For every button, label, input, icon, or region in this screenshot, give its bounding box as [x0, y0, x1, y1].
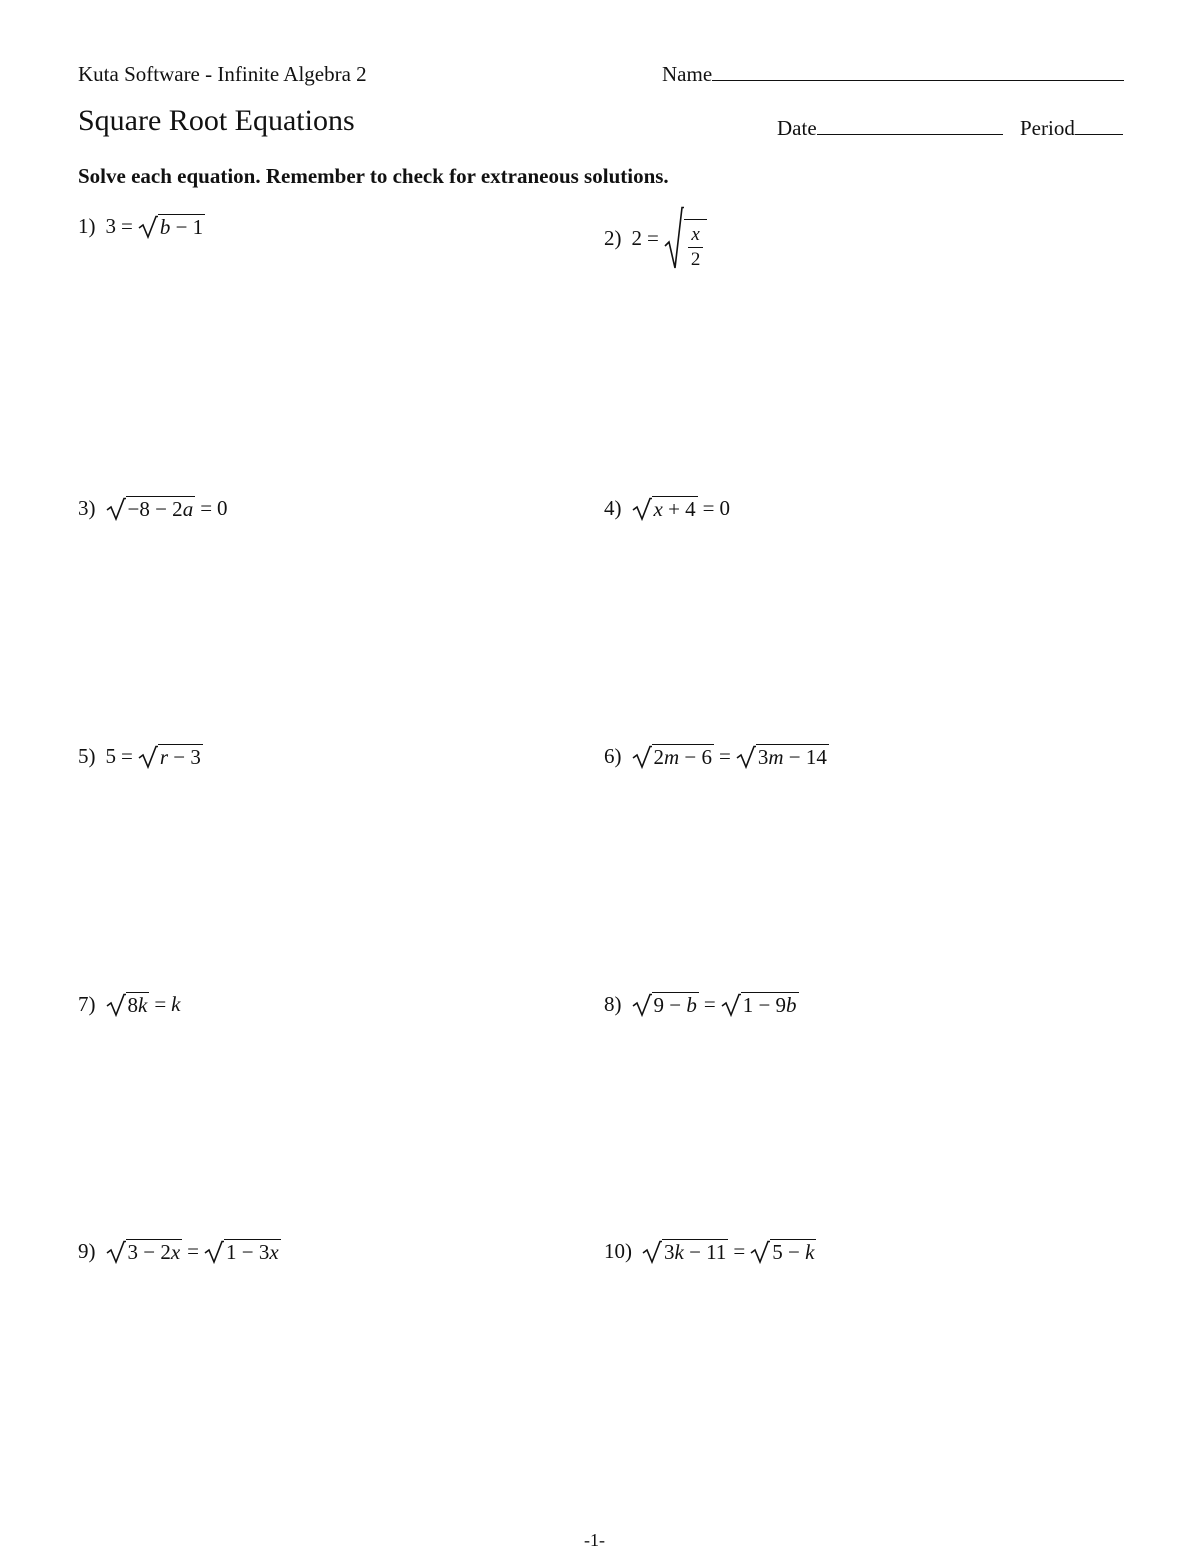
radicand	[684, 219, 708, 270]
problem-number: 5)	[78, 744, 96, 769]
square-root-right	[204, 1239, 281, 1264]
radical-sign-icon	[204, 1240, 224, 1264]
radical-sign-icon	[632, 993, 652, 1017]
problem-number: 1)	[78, 214, 96, 239]
equals-sign: =	[703, 992, 716, 1017]
problem-1	[78, 214, 205, 239]
radical-sign-icon	[632, 497, 652, 521]
equals-sign: =	[702, 496, 715, 521]
radicand: 1 − 9b	[742, 993, 797, 1017]
date-field	[777, 116, 1003, 141]
radical-sign-icon	[721, 993, 741, 1017]
problem-9	[78, 1239, 281, 1264]
period-field	[1020, 116, 1123, 141]
equals-sign: =	[121, 744, 133, 769]
radicand: x + 4	[653, 497, 696, 521]
square-root	[632, 496, 698, 521]
problem-3	[78, 496, 228, 521]
date-label: Date	[777, 116, 817, 140]
problem-5	[78, 744, 203, 769]
rhs: k	[171, 992, 181, 1017]
radicand: 9 − b	[653, 993, 697, 1017]
equals-sign: =	[121, 214, 133, 239]
radicand: 3 − 2x	[127, 1240, 181, 1264]
name-label: Name	[662, 62, 713, 86]
denominator: 2	[690, 249, 701, 271]
radical-sign-icon	[632, 745, 652, 769]
radical-sign-icon	[138, 215, 158, 239]
radicand: 5 − k	[772, 1240, 815, 1264]
equals-sign: =	[154, 992, 167, 1017]
square-root-left	[632, 744, 715, 769]
problem-number: 6)	[604, 744, 622, 769]
square-root-left	[642, 1239, 728, 1264]
lhs: 2	[631, 225, 642, 250]
radicand: 1 − 3x	[226, 1240, 279, 1264]
radical-sign-icon	[642, 1240, 662, 1264]
publisher-label: Kuta Software - Infinite Algebra 2	[78, 62, 367, 86]
problem-number: 3)	[78, 496, 96, 521]
square-root	[106, 992, 150, 1017]
square-root-left	[106, 1239, 183, 1264]
date-blank	[817, 116, 1003, 135]
radical-sign-icon	[664, 206, 684, 270]
problem-number: 7)	[78, 992, 96, 1017]
rhs: 0	[217, 496, 228, 521]
problem-10	[604, 1239, 816, 1264]
name-field	[662, 62, 1124, 87]
problem-number: 2)	[604, 225, 622, 250]
name-blank	[712, 62, 1124, 81]
problem-6	[604, 744, 829, 769]
square-root	[138, 214, 205, 239]
numerator: x	[688, 225, 702, 248]
radicand: b − 1	[159, 215, 204, 239]
radicand: 3k − 11	[664, 1240, 727, 1264]
instructions: Solve each equation. Remember to check for extraneous solutions.	[78, 164, 669, 188]
problem-2	[604, 206, 707, 270]
radicand: r − 3	[159, 745, 201, 769]
equals-sign: =	[187, 1239, 200, 1264]
square-root	[138, 744, 203, 769]
square-root	[664, 206, 708, 270]
page-number: -1-	[584, 1530, 605, 1550]
square-root	[106, 496, 196, 521]
problem-number: 8)	[604, 992, 622, 1017]
rhs: 0	[719, 496, 731, 521]
radical-sign-icon	[106, 1240, 126, 1264]
radical-sign-icon	[106, 497, 126, 521]
problem-8	[604, 992, 799, 1017]
radicand: 3m − 14	[757, 745, 827, 769]
radical-sign-icon	[736, 745, 756, 769]
period-label: Period	[1020, 116, 1075, 140]
radical-sign-icon	[106, 993, 126, 1017]
radicand: −8 − 2a	[127, 497, 194, 521]
radicand: 2m − 6	[653, 745, 713, 769]
square-root-right	[750, 1239, 816, 1264]
radical-sign-icon	[138, 745, 158, 769]
problem-4	[604, 496, 730, 521]
radical-sign-icon	[750, 1240, 770, 1264]
fraction	[688, 225, 704, 270]
worksheet-title: Square Root Equations	[78, 104, 355, 137]
square-root-left	[632, 992, 699, 1017]
equals-sign: =	[719, 744, 731, 769]
lhs: 3	[105, 214, 116, 239]
radicand: 8k	[127, 993, 148, 1017]
square-root-right	[721, 992, 799, 1017]
equals-sign: =	[647, 225, 659, 250]
problem-7	[78, 992, 181, 1017]
square-root-right	[736, 744, 829, 769]
problem-number: 4)	[604, 496, 622, 521]
equals-sign: =	[200, 496, 213, 521]
equals-sign: =	[733, 1239, 746, 1264]
problem-number: 9)	[78, 1239, 96, 1264]
lhs: 5	[105, 744, 116, 769]
problem-number: 10)	[604, 1239, 632, 1264]
period-blank	[1075, 116, 1123, 135]
